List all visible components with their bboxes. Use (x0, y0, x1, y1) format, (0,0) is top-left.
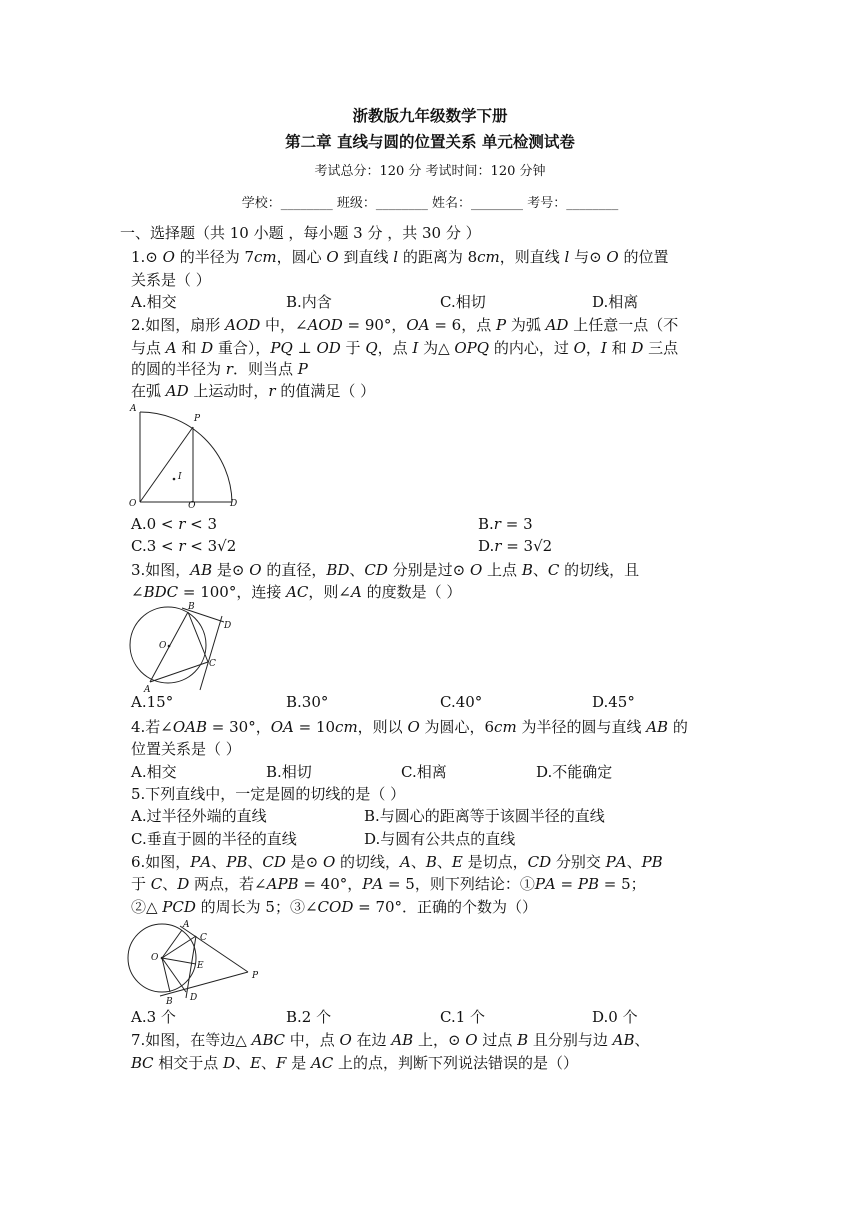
fig3-label-o: O (159, 641, 167, 651)
figure-circle-tangents (124, 602, 238, 698)
q3-option-c: C.40° (440, 693, 483, 711)
q1-option-d: D.相离 (592, 293, 639, 311)
fig6-label-d: D (190, 993, 198, 1003)
fig6-label-a: A (183, 920, 190, 930)
question-3-line-1: 3.如图，𝐴𝐵 是⊙ 𝑂 的直径，𝐵𝐷、𝐶𝐷 分别是过⊙ 𝑂 上点 𝐵、𝐶 的切线，且 (131, 561, 640, 579)
figure-sector-aod (126, 402, 250, 512)
figure-tangents-from-p (124, 918, 266, 1010)
question-6-line-1: 6.如图，𝑃𝐴、𝑃𝐵、𝐶𝐷 是⊙ 𝑂 的切线，𝐴、𝐵、𝐸 是切点，𝐶𝐷 分别交 𝑃𝐴、𝑃𝐵 (131, 853, 663, 871)
fig2-label-d: D (230, 499, 238, 508)
q5-option-c: C.垂直于圆的半径的直线 (131, 830, 297, 848)
fig2-label-p: P (194, 414, 201, 424)
section-heading: 一、选择题（共 10 小题 ，每小题 3 分 ，共 30 分 ） (120, 224, 481, 242)
q5-option-d: D.与圆有公共点的直线 (364, 830, 516, 848)
fig3-label-d: D (224, 621, 232, 631)
fig3-label-c: C (209, 659, 216, 669)
fig6-label-c: C (200, 933, 207, 943)
question-7-line-2: 𝐵𝐶 相交于点 𝐷、𝐸、𝐹 是 𝐴𝐶 上的点，判断下列说法错误的是（） (131, 1054, 579, 1072)
question-5-line-1: 5.下列直线中，一定是圆的切线的是（ ） (131, 785, 406, 803)
q2-option-d: D.𝑟 = 3√2 (478, 537, 553, 555)
q3-option-d: D.45° (592, 693, 635, 711)
q5-option-a: A.过半径外端的直线 (131, 807, 267, 825)
question-1-line-1: 1.⊙ 𝑂 的半径为 7𝑐𝑚，圆心 𝑂 到直线 𝑙 的距离为 8𝑐𝑚，则直线 𝑙 与⊙ 𝑂 的位置 (131, 248, 669, 266)
q6-option-d: D.0 个 (592, 1008, 638, 1026)
q5-option-b: B.与圆心的距离等于该圆半径的直线 (364, 807, 605, 825)
question-2-line-3: 的圆的半径为 𝑟．则当点 𝑃 (131, 360, 308, 378)
question-4-line-1: 4.若∠𝑂𝐴𝐵 = 30°，𝑂𝐴 = 10𝑐𝑚，则以 𝑂 为圆心，6𝑐𝑚 为半径的圆与直线 𝐴𝐵 的 (131, 718, 688, 736)
question-6-line-3: ②△ 𝑃𝐶𝐷 的周长为 5；③∠𝐶𝑂𝐷 = 70°．正确的个数为（） (131, 898, 538, 916)
q4-option-b: B.相切 (266, 763, 312, 781)
q4-option-c: C.相离 (401, 763, 447, 781)
question-6-line-2: 于 𝐶、𝐷 两点，若∠𝐴𝑃𝐵 = 40°，𝑃𝐴 = 5，则下列结论：①𝑃𝐴 = 𝑃𝐵 = 5； (131, 875, 646, 893)
question-2-line-1: 2.如图，扇形 𝐴𝑂𝐷 中，∠𝐴𝑂𝐷 = 90°，𝑂𝐴 = 6，点 𝑃 为弧 𝐴𝐷 上任意一点（不 (131, 316, 679, 334)
q2-option-c: C.3 < 𝑟 < 3√2 (131, 537, 237, 555)
question-3-line-2: ∠𝐵𝐷𝐶 = 100°，连接 𝐴𝐶，则∠𝐴 的度数是（ ） (131, 583, 462, 601)
document-title: 浙教版九年级数学下册 (352, 106, 508, 125)
question-2-line-2: 与点 𝐴 和 𝐷 重合），𝑃𝑄 ⊥ 𝑂𝐷 于 𝑄，点 𝐼 为△ 𝑂𝑃𝑄 的内心，过 𝑂，𝐼 和 𝐷 三点 (131, 339, 679, 357)
fig3-label-b: B (188, 602, 195, 612)
student-fill-line: 学校：________ 班级：________ 姓名：________ 考号：________ (241, 196, 619, 211)
exam-info: 考试总分：120 分 考试时间：120 分钟 (314, 164, 546, 179)
question-1-line-2: 关系是（ ） (131, 271, 211, 289)
fig3-label-a: A (144, 685, 151, 694)
q6-option-c: C.1 个 (440, 1008, 486, 1026)
q3-option-a: A.15° (131, 693, 174, 711)
q4-option-d: D.不能确定 (536, 763, 613, 781)
q6-option-a: A.3 个 (131, 1008, 176, 1026)
q2-option-a: A.0 < 𝑟 < 3 (131, 515, 218, 533)
fig2-label-a: A (130, 404, 137, 414)
question-4-line-2: 位置关系是（ ） (131, 740, 241, 758)
q1-option-b: B.内含 (286, 293, 332, 311)
document-subtitle: 第二章 直线与圆的位置关系 单元检测试卷 (285, 132, 575, 151)
q4-option-a: A.相交 (131, 763, 177, 781)
fig2-label-i: I (178, 472, 182, 482)
q2-option-b: B.𝑟 = 3 (478, 515, 533, 533)
fig6-label-o: O (151, 953, 159, 963)
question-7-line-1: 7.如图，在等边△ 𝐴𝐵𝐶 中，点 𝑂 在边 𝐴𝐵 上，⊙ 𝑂 过点 𝐵 且分别与边 𝐴𝐵、 (131, 1031, 650, 1049)
fig6-label-p: P (252, 971, 259, 981)
fig2-label-q: Q (188, 501, 196, 508)
q1-option-c: C.相切 (440, 293, 486, 311)
question-2-line-4: 在弧 𝐴𝐷 上运动时，𝑟 的值满足（ ） (131, 382, 376, 400)
fig2-label-o: O (129, 499, 137, 508)
q6-option-b: B.2 个 (286, 1008, 332, 1026)
fig6-label-e: E (197, 961, 204, 971)
q3-option-b: B.30° (286, 693, 329, 711)
fig6-label-b: B (166, 997, 173, 1006)
q1-option-a: A.相交 (131, 293, 177, 311)
